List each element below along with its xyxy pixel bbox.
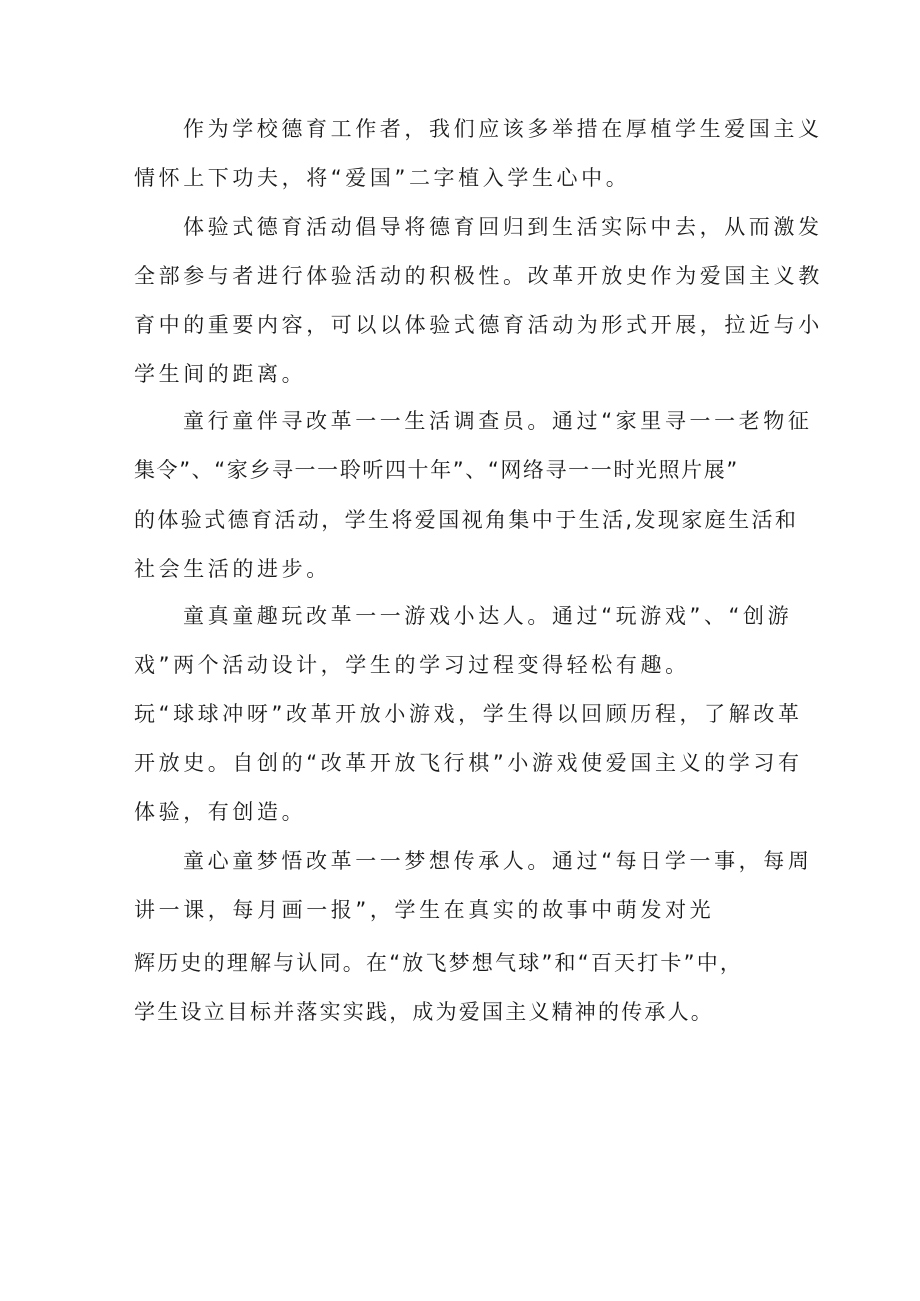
text-line: 全部参与者进行体验活动的积极性。改革开放史作为爱国主义教: [134, 264, 823, 288]
text-line: 体验，有创造。: [134, 800, 307, 824]
text-line: 戏”两个活动设计，学生的学习过程变得轻松有趣。: [134, 653, 690, 677]
text-line: 的体验式德育活动，学生将爱国视角集中于生活,发现家庭生活和: [134, 508, 799, 532]
text-line: 学生设立目标并落实实践，成为爱国主义精神的传承人。: [134, 1000, 714, 1024]
text-line: 辉历史的理解与认同。在“放飞梦想气球”和“百天打卡”中，: [134, 951, 744, 975]
text-line: 讲一课，每月画一报”，学生在真实的故事中萌发对光: [134, 898, 715, 922]
text-line: 童真童趣玩改革一一游戏小达人。通过“玩游戏”、“创游: [183, 604, 793, 628]
text-line: 情怀上下功夫，将“爱国”二字植入学生心中。: [134, 166, 631, 190]
text-line: 开放史。自创的“改革开放飞行棋”小游戏使爱国主义的学习有: [134, 751, 803, 775]
text-line: 玩“球球冲呀”改革开放小游戏，学生得以回顾历程，了解改革: [134, 702, 803, 726]
text-line: 童心童梦悟改革一一梦想传承人。通过“每日学一事，每周: [183, 849, 813, 873]
text-line: 社会生活的进步。: [134, 557, 331, 581]
text-line: 体验式德育活动倡导将德育回归到生活实际中去，从而激发: [183, 215, 823, 239]
text-line: 作为学校德育工作者，我们应该多举措在厚植学生爱国主义: [183, 117, 823, 141]
text-line: 学生间的距离。: [134, 362, 307, 386]
text-line: 育中的重要内容，可以以体验式德育活动为形式开展，拉近与小: [134, 313, 823, 337]
text-line: 童行童伴寻改革一一生活调查员。通过“家里寻一一老物征: [183, 409, 813, 433]
text-line: 集令”、“家乡寻一一聆听四十年”、“网络寻一一时光照片展”: [134, 458, 739, 482]
